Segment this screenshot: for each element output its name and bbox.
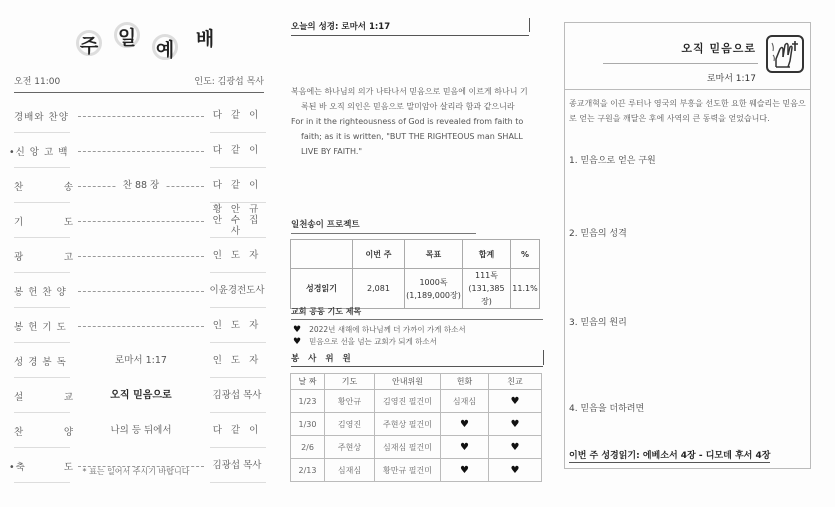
total-value (463, 269, 511, 309)
heart-icon: ♥ (489, 390, 542, 413)
verse-korean: 복음에는 하나님의 의가 나타나서 믿음으로 믿음에 이르게 하나니 기록된 바 오직 의인은 믿음으로 말미암아 살리라 함과 같으니라 (291, 87, 528, 111)
order-item-label: 성 경 봉 독 (14, 356, 67, 368)
header-cell: 합계 (463, 240, 511, 269)
service-meta (14, 74, 264, 93)
service-cell: 황만규 필건미 (375, 459, 441, 482)
order-item (14, 284, 74, 298)
order-leader: 다 같 이 (212, 180, 262, 191)
dashed-leader-line (78, 116, 204, 117)
prayer-heading: 교회 공동 기도 제목 (291, 306, 543, 320)
order-row (14, 378, 266, 413)
service-cell: 1/30 (291, 413, 325, 436)
order-item-label: 봉 헌 기 도 (14, 321, 67, 333)
order-leader: 김광섭 목사 (212, 390, 262, 401)
heart-icon: ♥ (441, 459, 489, 482)
prayer-text: 믿음으로 선을 넘는 교회가 되게 하소서 (309, 337, 437, 346)
today-scripture-heading: 오늘의 성경: 로마서 1:17 (291, 20, 529, 36)
total-books: 111독 (475, 271, 498, 280)
sermon-point: 1. 믿음으로 얻은 구원 (569, 156, 656, 166)
header-cell (291, 240, 353, 269)
sermon-point: 2. 믿음의 성격 (569, 229, 627, 239)
this-week-value: 2,081 (353, 269, 405, 309)
order-row (14, 168, 266, 203)
order-item-label: 송 (63, 181, 74, 193)
service-cell: 황안규 (325, 390, 375, 413)
order-row (14, 238, 266, 273)
order-item (14, 214, 74, 228)
order-detail-text: 찬 88 장 (117, 180, 165, 191)
service-cell: 심재심 필건미 (375, 436, 441, 459)
order-list (9, 98, 266, 483)
sermon-intro: 종교개혁을 이끈 루터나 영국의 부흥을 선도한 요한 웨슬리는 믿음으로 얻는 구원을 깨달은 후에 사역의 큰 동력을 얻었습니다. (569, 99, 806, 123)
order-detail (78, 249, 204, 263)
order-item (9, 144, 74, 158)
header-cell: % (511, 240, 540, 269)
order-row (14, 308, 266, 343)
order-row (14, 343, 266, 378)
order-row (14, 273, 266, 308)
order-item-label: •축 (9, 461, 26, 473)
service-cell: 2/13 (291, 459, 325, 482)
verse-english: For in it the righteousness of God is revealed from faith to faith; as it is written, "BUT THE RIGHTEOUS man SHALL LIVE BY FAITH." (291, 117, 524, 156)
order-leader: 이윤경전도사 (209, 285, 265, 296)
order-item (14, 109, 74, 123)
order-row (9, 133, 266, 168)
header-cell: 기도 (325, 374, 375, 390)
service-header-row (291, 374, 542, 390)
order-detail (78, 179, 204, 193)
prayer-item (293, 336, 538, 348)
prayer-list (293, 324, 538, 348)
order-row (14, 413, 266, 448)
prayer-item (293, 324, 538, 336)
weekly-reading: 이번 주 성경읽기: 에베소서 4장 - 디모데 후서 4장 (569, 448, 770, 463)
order-leader: 다 같 이 (212, 110, 262, 121)
order-row (14, 98, 266, 133)
order-leader: 다 같 이 (212, 145, 262, 156)
standing-note: * 표는 일어서 주시기 바랍니다 (82, 467, 190, 476)
order-item-label: 경배와 찬양 (14, 111, 69, 123)
order-row (14, 203, 266, 238)
order-item-label: •신 앙 고 백 (9, 146, 69, 158)
heart-icon: ♥ (489, 413, 542, 436)
service-cell: 2/6 (291, 436, 325, 459)
praying-hands-icon (766, 35, 804, 73)
header-cell: 안내위원 (375, 374, 441, 390)
order-detail (78, 354, 204, 368)
order-item-label: 고 (63, 251, 74, 263)
divider (14, 482, 70, 483)
scripture-verse (291, 84, 531, 159)
order-leader: 황 안 규 안 수 집 사 (212, 204, 262, 237)
order-item-label: 교 (63, 391, 74, 403)
order-item (14, 319, 74, 333)
service-cell: 심재심 (325, 459, 375, 482)
order-leader: 인 도 자 (212, 250, 262, 261)
service-committee-table (290, 373, 542, 482)
project-row (291, 269, 540, 309)
order-detail-text: 로마서 1:17 (109, 355, 173, 366)
order-item (14, 354, 74, 368)
dashed-leader-line (78, 221, 204, 222)
heart-icon: ♥ (293, 337, 302, 347)
service-committee-heading: 봉 사 위 원 (291, 352, 543, 367)
order-detail (78, 319, 204, 333)
heart-icon: ♥ (489, 459, 542, 482)
order-item (14, 249, 74, 263)
order-leader: 다 같 이 (212, 425, 262, 436)
service-row (291, 459, 542, 482)
title-char: 예 (152, 34, 178, 60)
order-detail (78, 424, 204, 438)
order-detail (78, 389, 204, 403)
order-detail (78, 144, 204, 158)
order-leader: 김광섭 목사 (212, 460, 262, 471)
sermon-panel (564, 22, 811, 469)
title-char: 배 (195, 28, 215, 50)
service-cell: 주현상 (325, 436, 375, 459)
sermon-title: 오직 믿음으로 (681, 42, 756, 55)
service-cell: 주현상 필건미 (375, 413, 441, 436)
dashed-leader-line (78, 326, 204, 327)
order-leader: 인 도 자 (212, 355, 262, 366)
service-cell: 김영진 필건미 (375, 390, 441, 413)
order-detail-text: 나의 등 뒤에서 (104, 425, 177, 436)
order-item-label: 찬 (14, 181, 25, 193)
order-item-label: 기 (14, 216, 25, 228)
info-panel (288, 0, 540, 507)
title-char: 일 (114, 22, 140, 48)
order-item-label: 도 (63, 216, 74, 228)
worship-title (70, 22, 230, 62)
order-item-label: 광 (14, 251, 25, 263)
service-time: 오전 11:00 (14, 77, 61, 87)
order-item (14, 179, 74, 193)
sermon-reference: 로마서 1:17 (706, 74, 756, 84)
project-heading: 일천송이 프로젝트 (291, 218, 476, 234)
divider (603, 63, 758, 64)
header-cell: 헌화 (441, 374, 489, 390)
header-cell: 날 짜 (291, 374, 325, 390)
goal-value (405, 269, 463, 309)
service-row (291, 390, 542, 413)
service-row (291, 413, 542, 436)
project-table (290, 239, 540, 309)
order-detail (78, 284, 204, 298)
order-item-label: 양 (63, 426, 74, 438)
service-cell: 김영진 (325, 413, 375, 436)
order-detail (78, 109, 204, 123)
dashed-leader-line (78, 291, 204, 292)
header-cell: 목표 (405, 240, 463, 269)
heart-icon: ♥ (441, 413, 489, 436)
service-leader: 인도: 김광섭 목사 (194, 77, 264, 87)
title-char: 주 (76, 30, 102, 56)
order-item-label: 봉 헌 찬 양 (14, 286, 67, 298)
header-cell: 친교 (489, 374, 542, 390)
order-leader: 인 도 자 (212, 320, 262, 331)
service-cell: 1/23 (291, 390, 325, 413)
goal-pages: (1,189,000장) (406, 290, 461, 300)
total-pages: (131,385장) (468, 284, 505, 306)
project-header-row (291, 240, 540, 269)
goal-books: 1000독 (419, 277, 448, 287)
order-detail (78, 214, 204, 228)
divider (210, 482, 266, 483)
sermon-point: 4. 믿음을 더하려면 (569, 404, 645, 414)
sermon-point: 3. 믿음의 원리 (569, 318, 627, 328)
order-item-label: 도 (63, 461, 74, 473)
order-item-label: 찬 (14, 426, 25, 438)
heart-icon: ♥ (441, 436, 489, 459)
worship-order-panel (0, 0, 272, 507)
sermon-header (565, 23, 810, 90)
heart-icon: ♥ (489, 436, 542, 459)
header-cell: 이번 주 (353, 240, 405, 269)
order-item (14, 424, 74, 438)
heart-icon: ♥ (293, 325, 302, 335)
row-label: 성경읽기 (291, 269, 353, 309)
dashed-leader-line (78, 256, 204, 257)
service-row (291, 436, 542, 459)
prayer-text: 2022년 새해에 하나님께 더 가까이 가게 하소서 (309, 325, 466, 334)
dashed-leader-line (78, 151, 204, 152)
order-item (14, 389, 74, 403)
percent-value: 11.1% (511, 269, 540, 309)
service-cell: 심재심 (441, 390, 489, 413)
order-detail-text: 오직 믿음으로 (104, 390, 177, 401)
order-item-label: 설 (14, 391, 25, 403)
